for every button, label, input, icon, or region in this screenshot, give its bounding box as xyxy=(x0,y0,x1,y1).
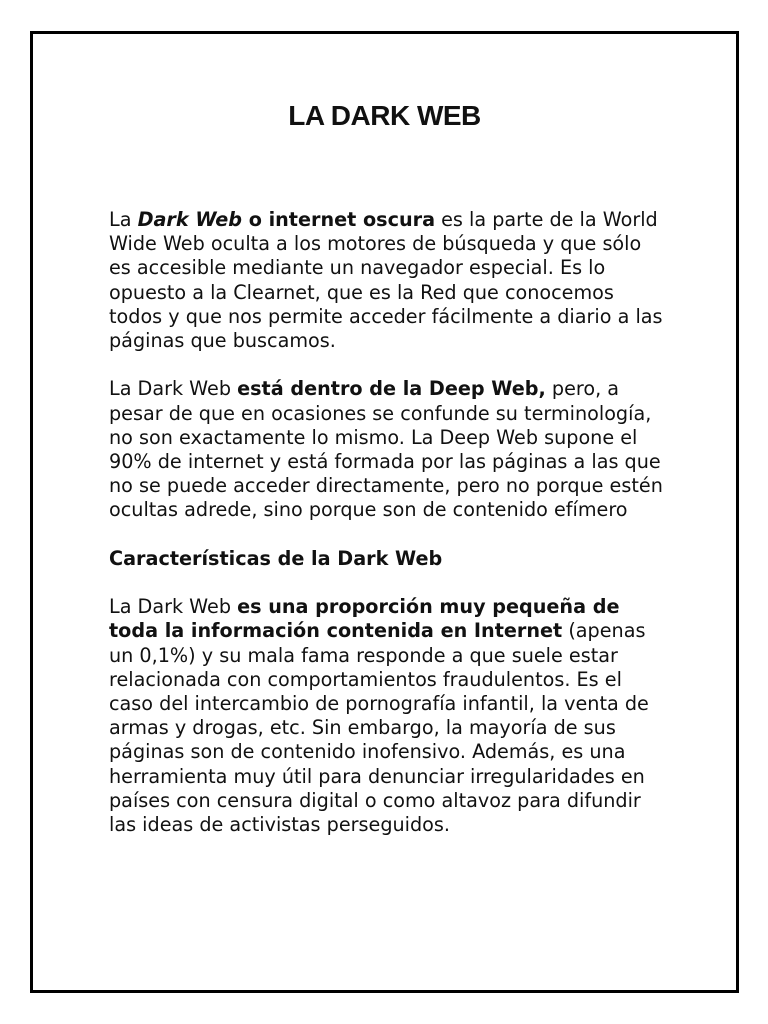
intro-term-internet-oscura: o internet oscura xyxy=(242,208,436,231)
intro-text-rest: es la parte de la World Wide Web oculta a los motores de búsqueda y que sólo es accesible mediante un navegador especial. Es lo opuesto a la Clearnet, que es la Red que conocemos todos y que nos permite acceder fácilmente a diario a las páginas que buscamos. xyxy=(109,208,663,353)
characteristics-text-start: La Dark Web xyxy=(109,595,238,619)
deep-web-text-start: La Dark Web xyxy=(109,377,238,401)
intro-text-start: La xyxy=(109,208,138,231)
page-frame xyxy=(30,31,739,993)
document-body xyxy=(109,208,669,861)
paragraph-intro xyxy=(109,208,669,353)
characteristics-text-rest: (apenas un 0,1%) y su mala fama responde a que suele estar relacionada con comportamientos fraudulentos. Es el caso del intercambio de pornografía infantil, la venta de armas y drogas, etc. Sin embargo, la mayoría de sus páginas son de contenido inofensivo. Además, es una herramienta muy útil para denunciar irregularidades en países con censura digital o como altavoz para difundir las ideas de activistas perseguidos. xyxy=(109,619,649,837)
page-title: LA DARK WEB xyxy=(288,100,481,131)
intro-term-dark-web: Dark Web xyxy=(137,208,243,231)
characteristics-emphasis: es una proporción muy pequeña de toda la información contenida en Internet xyxy=(109,595,620,643)
deep-web-text-rest: pero, a pesar de que en ocasiones se confunde su terminología, no son exactamente lo mismo. La Deep Web supone el 90% de internet y está formada por las páginas a las que no se puede acceder directamente, pero no porque estén ocultas adrede, sino porque son de contenido efímero xyxy=(109,377,663,522)
paragraph-characteristics xyxy=(109,595,669,837)
paragraph-deep-web xyxy=(109,377,669,522)
section-heading: Características de la Dark Web xyxy=(109,546,443,570)
deep-web-emphasis: está dentro de la Deep Web, xyxy=(237,377,546,401)
